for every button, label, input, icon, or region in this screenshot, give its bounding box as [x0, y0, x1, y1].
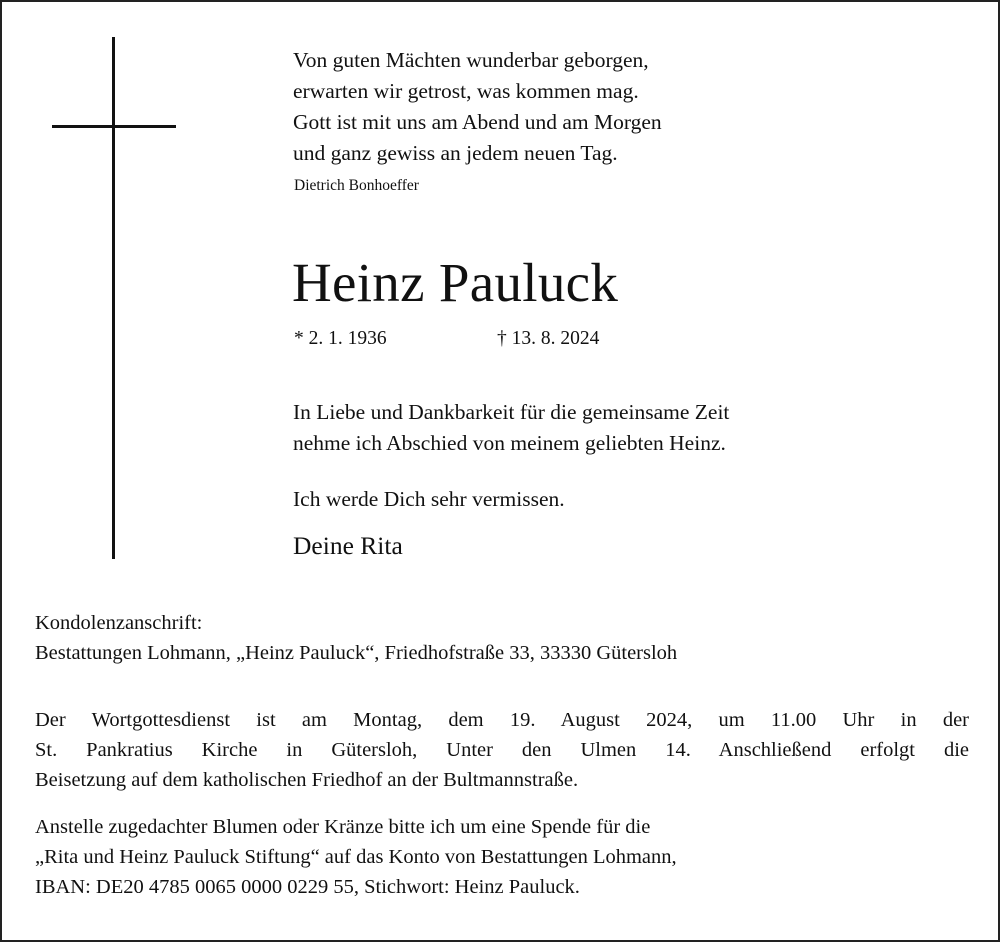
poem-line: erwarten wir getrost, was kommen mag. [293, 79, 639, 103]
cross-horizontal-bar [52, 125, 176, 128]
message-line: nehme ich Abschied von meinem geliebten Heinz. [293, 431, 726, 455]
condolence-label: Kondolenzanschrift: [35, 612, 203, 634]
poem-line: und ganz gewiss an jedem neuen Tag. [293, 141, 618, 165]
condolence-address [35, 608, 969, 668]
deceased-name: Heinz Pauluck [292, 252, 619, 313]
farewell-message [293, 397, 729, 459]
donation-info [35, 812, 969, 902]
donation-line: „Rita und Heinz Pauluck Stiftung“ auf das Konto von Bestattungen Lohmann, [35, 846, 677, 868]
poem-line: Von guten Mächten wunderbar geborgen, [293, 48, 649, 72]
miss-line: Ich werde Dich sehr vermissen. [293, 487, 565, 511]
condolence-address-line: Bestattungen Lohmann, „Heinz Pauluck“, Friedhofstraße 33, 33330 Gütersloh [35, 642, 678, 664]
donation-line: IBAN: DE20 4785 0065 0000 0229 55, Stichwort: Heinz Pauluck. [35, 876, 580, 898]
poem-attribution: Dietrich Bonhoeffer [294, 177, 419, 194]
service-info [35, 705, 969, 795]
service-line: Der Wortgottesdienst ist am Montag, dem 19. August 2024, um 11.00 Uhr in der [35, 709, 969, 731]
poem-line: Gott ist mit uns am Abend und am Morgen [293, 110, 662, 134]
donation-line: Anstelle zugedachter Blumen oder Kränze bitte ich um eine Spende für die [35, 816, 651, 838]
service-line: St. Pankratius Kirche in Gütersloh, Unter den Ulmen 14. Anschließend erfolgt die [35, 739, 969, 761]
cross-vertical-bar [112, 37, 115, 559]
service-line: Beisetzung auf dem katholischen Friedhof an der Bultmannstraße. [35, 769, 579, 791]
birth-date: * 2. 1. 1936 [294, 328, 387, 349]
message-line: In Liebe und Dankbarkeit für die gemeinsame Zeit [293, 400, 730, 424]
poem [293, 45, 662, 169]
signature: Deine Rita [293, 531, 403, 560]
death-date: † 13. 8. 2024 [497, 328, 600, 349]
